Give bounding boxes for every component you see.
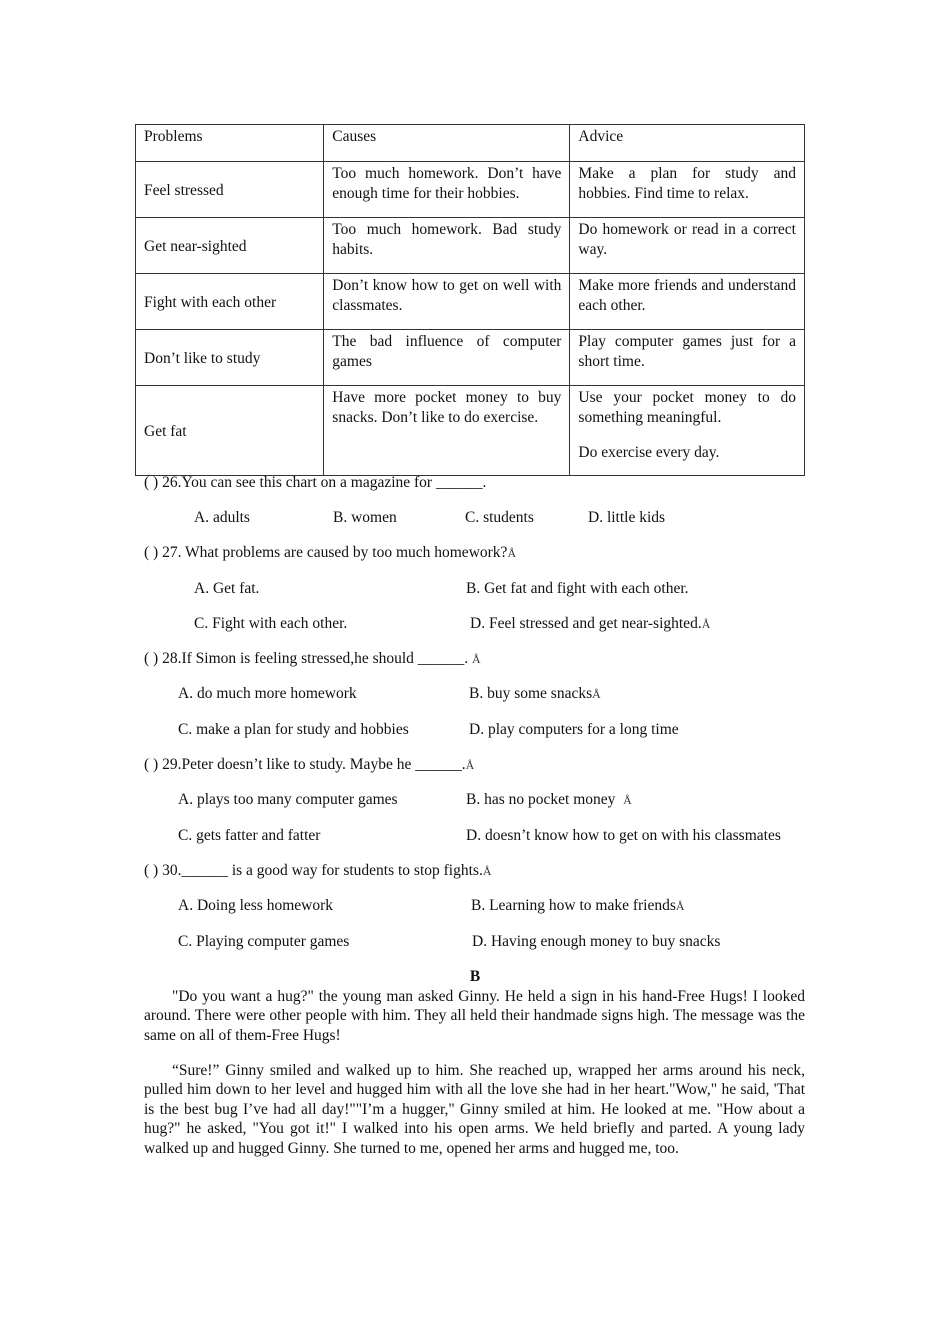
advice-text: Use your pocket money to do something meaningful. (578, 389, 796, 426)
stray-mark: Å (701, 617, 711, 631)
cause-cell: Too much homework. Don’t have enough time for their hobbies. (324, 162, 570, 218)
table-row (136, 274, 805, 330)
advice-cell: Play computer games just for a short time. (570, 330, 805, 386)
question-stem: ( ) 26.You can see this chart on a magazine for ______. (144, 474, 487, 491)
option-text: B. has no pocket money (466, 791, 624, 808)
advice-cell (570, 386, 805, 476)
advice-text-extra: Do exercise every day. (578, 444, 720, 461)
stray-mark: Å (465, 758, 475, 772)
option-30d: D. Having enough money to buy snacks (472, 933, 721, 950)
option-28c: C. make a plan for study and hobbies (178, 721, 409, 738)
cause-cell: Don’t know how to get on well with classmates. (324, 274, 570, 330)
question-stem: ( ) 30.______ is a good way for students to stop fights. (144, 862, 483, 879)
question-28 (144, 649, 481, 669)
question-27 (144, 543, 516, 563)
option-27d (470, 614, 710, 634)
option-30c: C. Playing computer games (178, 933, 350, 950)
option-27c: C. Fight with each other. (194, 615, 348, 632)
problem-cell: Fight with each other (136, 274, 324, 330)
option-28a: A. do much more homework (178, 685, 357, 702)
option-29d: D. doesn’t know how to get on with his classmates (466, 827, 781, 844)
header-causes: Causes (324, 125, 570, 162)
table-row (136, 218, 805, 274)
advice-cell: Make more friends and understand each other. (570, 274, 805, 330)
option-28b (469, 684, 601, 704)
option-text: B. Learning how to make friends (471, 897, 676, 914)
option-text: B. buy some snacks (469, 685, 593, 702)
question-30 (144, 861, 492, 881)
stray-mark: Å (507, 546, 517, 560)
option-29b (466, 790, 632, 810)
question-stem: ( ) 28.If Simon is feeling stressed,he should ______. (144, 650, 473, 667)
option-27b: B. Get fat and fight with each other. (466, 580, 689, 597)
stray-mark: Å (482, 864, 492, 878)
question-26 (144, 473, 486, 493)
advice-cell: Do homework or read in a correct way. (570, 218, 805, 274)
option-29c: C. gets fatter and fatter (178, 827, 321, 844)
section-heading: B (469, 968, 481, 985)
header-problems: Problems (136, 125, 324, 162)
problem-cell: Don’t like to study (136, 330, 324, 386)
cause-cell: The bad influence of computer games (324, 330, 570, 386)
cause-cell: Too much homework. Bad study habits. (324, 218, 570, 274)
passage-paragraph: "Do you want a hug?" the young man asked Ginny. He held a sign in his hand-Free Hugs! I looked around. There were other people with him. They all held their handmade signs high. The message was the same on all of them-Free Hugs! (144, 988, 805, 1044)
question-stem: ( ) 29.Peter doesn’t like to study. Maybe he ______. (144, 756, 466, 773)
problem-cell: Get near-sighted (136, 218, 324, 274)
option-30a: A. Doing less homework (178, 897, 333, 914)
option-29a: A. plays too many computer games (178, 791, 398, 808)
problem-cell: Get fat (136, 386, 324, 476)
question-stem: ( ) 27. What problems are caused by too much homework? (144, 544, 508, 561)
question-29 (144, 755, 474, 775)
stray-mark: Å (472, 652, 481, 666)
table-header-row (136, 125, 805, 162)
option-26c: C. students (465, 509, 534, 526)
option-26b: B. women (333, 509, 397, 526)
cause-cell: Have more pocket money to buy snacks. Don’t like to do exercise. (324, 386, 570, 476)
advice-cell: Make a plan for study and hobbies. Find time to relax. (570, 162, 805, 218)
problems-chart (135, 124, 805, 476)
stray-mark: Å (623, 793, 632, 807)
table-row (136, 386, 805, 476)
header-advice: Advice (570, 125, 805, 162)
option-30b (471, 896, 685, 916)
option-26a: A. adults (194, 509, 250, 526)
option-26d: D. little kids (588, 509, 666, 526)
option-text: D. Feel stressed and get near-sighted. (470, 615, 702, 632)
table-row (136, 162, 805, 218)
stray-mark: Å (675, 899, 685, 913)
option-27a: A. Get fat. (194, 580, 260, 597)
stray-mark: Å (592, 687, 601, 701)
problem-cell: Feel stressed (136, 162, 324, 218)
option-28d: D. play computers for a long time (469, 721, 679, 738)
table-row (136, 330, 805, 386)
passage-paragraph: “Sure!” Ginny smiled and walked up to him. She reached up, wrapped her arms around his neck, pulled him down to her level and hugged him with all the love she had in her heart."Wow," he said, 'That is the best bug I’ve had all day!""I’m a hugger," Ginny smiled at him. He looked at me. "How about a hug?" he asked, "You got it!" I walked into his open arms. We held briefly and parted. A young lady walked up and hugged Ginny. She turned to me, opened her arms and hugged me, too. (144, 1062, 805, 1157)
